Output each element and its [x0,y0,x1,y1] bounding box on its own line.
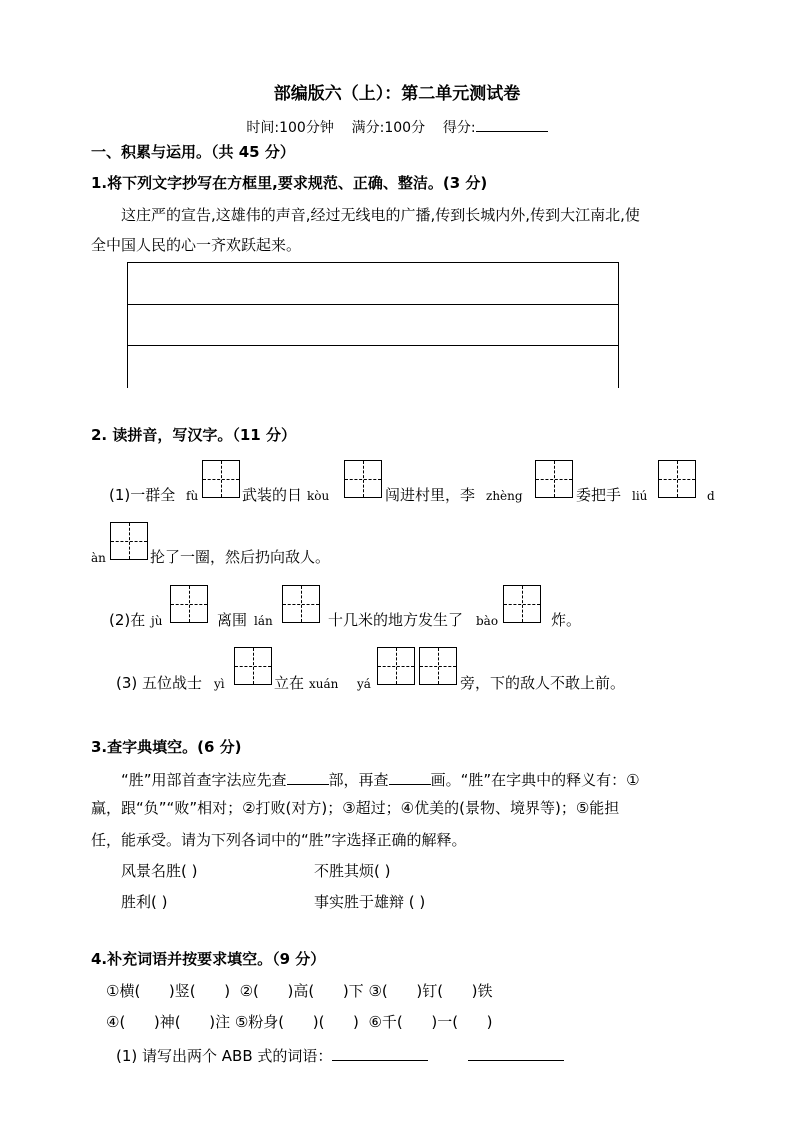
q3-paragraph-line1 [121,770,640,788]
tian-grid-box[interactable] [658,460,696,498]
q2-s2-text-b: 离围 [217,611,248,629]
fill-blank[interactable] [389,770,431,785]
tian-grid-box[interactable] [282,585,320,623]
copy-line-divider [128,304,618,305]
copy-line-divider [128,345,618,346]
q2-s1-text-a: (1)一群全 [109,486,176,504]
q4-row1[interactable]: ①横( )竖( ) ②( )高( )下 ③( )钉( )铁 [106,982,493,1000]
fill-blank[interactable] [287,770,329,785]
q2-s3-text-b: 立在 [274,674,305,692]
q3-word-item[interactable]: 事实胜于雄辩 ( ) [314,893,426,911]
q3-heading: 3.查字典填空。(6 分) [91,738,242,756]
q1-passage-line2: 全中国人民的心一齐欢跃起来。 [91,236,302,254]
pinyin: liú [632,489,648,503]
q3-text-c: 画。“胜”在字典中的释义有：① [430,771,640,789]
q3-text-b: 部，再查 [328,771,389,789]
pinyin: kòu [307,489,330,503]
score-blank[interactable] [476,117,548,132]
score-label: 得分: [442,120,476,136]
q4-heading: 4.补充词语并按要求填空。（9 分） [91,950,326,968]
pinyin: bào [476,614,499,628]
q1-heading: 1.将下列文字抄写在方框里,要求规范、正确、整洁。(3 分) [91,174,488,192]
q2-s3-text-c: 旁，下的敌人不敢上前。 [460,674,626,692]
q3-text-a: “胜”用部首查字法应先查 [121,771,287,789]
tian-grid-box[interactable] [344,460,382,498]
exam-meta [0,117,794,135]
pinyin: fù [186,489,199,503]
page-title: 部编版六（上）：第二单元测试卷 [273,84,521,104]
tian-grid-box[interactable] [202,460,240,498]
q2-s2-text-d: 炸。 [551,611,582,629]
fill-blank[interactable] [468,1046,564,1061]
pinyin: yá [357,677,371,691]
q2-s1-text-b: 武装的日 [242,486,303,504]
q2-heading: 2. 读拼音，写汉字。（11 分） [91,426,296,444]
q4-row2[interactable]: ④( )神( )注 ⑤粉身( )( ) ⑥千( )一( ) [106,1013,493,1031]
copy-writing-box[interactable] [127,262,619,388]
tian-grid-box[interactable] [234,647,272,685]
tian-grid-box[interactable] [419,647,457,685]
full-score-label: 满分:100分 [351,120,426,136]
section-heading: 一、积累与运用。（共 45 分） [91,143,295,161]
pinyin: d [707,489,715,503]
time-label: 时间:100分钟 [246,120,334,136]
pinyin: xuán [309,677,339,691]
q3-word-item[interactable]: 胜利( ) [121,893,168,911]
q3-paragraph-line3: 任，能承受。请为下列各词中的“胜”字选择正确的解释。 [91,831,467,849]
q2-s1-text-d: 委把手 [576,486,622,504]
q2-s1-text-c: 闯进村里，李 [385,486,476,504]
tian-grid-box[interactable] [170,585,208,623]
tian-grid-box[interactable] [535,460,573,498]
q2-s2-text-c: 十几米的地方发生了 [328,611,464,629]
pinyin: àn [91,551,106,565]
q1-passage-line1: 这庄严的宣告,这雄伟的声音,经过无线电的广播,传到长城内外,传到大江南北,使 [121,206,640,224]
q4-sub1-prompt: (1) 请写出两个 ABB 式的词语： [116,1047,333,1065]
q2-s1-text-e: 抡了一圈，然后扔向敌人。 [150,548,331,566]
q2-s2-text-a: (2)在 [109,611,146,629]
pinyin: zhèng [486,489,523,503]
tian-grid-box[interactable] [110,522,148,560]
q4-sub1 [116,1046,564,1064]
fill-blank[interactable] [332,1046,428,1061]
pinyin: yì [214,677,225,691]
tian-grid-box[interactable] [377,647,415,685]
pinyin: jù [151,614,163,628]
pinyin: lán [254,614,273,628]
q3-word-item[interactable]: 风景名胜( ) [121,862,198,880]
tian-grid-box[interactable] [503,585,541,623]
q3-paragraph-line2: 赢，跟“负”“败”相对；②打败(对方)；③超过；④优美的(景物、境界等)；⑤能担 [91,799,620,817]
q2-s3-text-a: (3) 五位战士 [116,674,203,692]
q3-word-item[interactable]: 不胜其烦( ) [314,862,391,880]
